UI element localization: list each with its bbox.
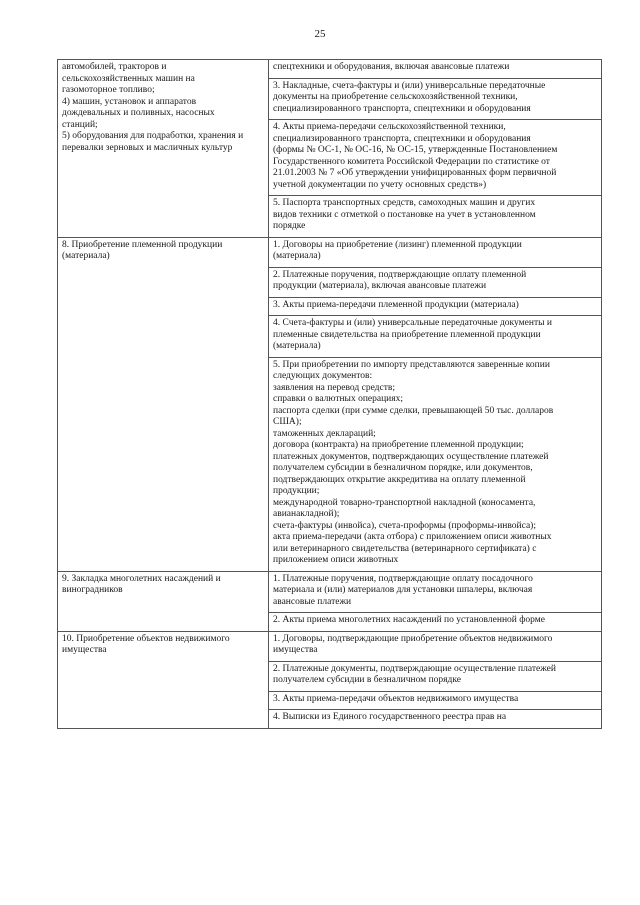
document-text-line: договора (контракта) на приобретение племенной продукции;	[273, 440, 524, 450]
document-text-line: 2. Акты приема многолетних насаждений по установленной форме	[273, 615, 545, 625]
table-row	[58, 237, 602, 267]
document-text-line: продукции;	[273, 486, 320, 496]
category-text-line: имущества	[62, 645, 107, 655]
category-text-line: 8. Приобретение племенной продукции	[62, 239, 223, 250]
document-text-line: материала и (или) материалов для установки шпалеры, включая	[273, 585, 533, 595]
document-text-line: получателем субсидии в безналичном порядке	[273, 675, 461, 685]
document-text-line: 3. Акты приема-передачи объектов недвижимого имущества	[273, 693, 519, 704]
document-text-line: 2. Платежные документы, подтверждающие осуществление платежей	[273, 663, 556, 674]
document-text-line: авианакладной);	[273, 509, 340, 519]
document-text-line: учетной документации по учету основных средств»)	[273, 179, 487, 190]
category-cell	[58, 631, 269, 728]
category-text-line: автомобилей, тракторов и	[62, 62, 167, 72]
document-text-line: племенные свидетельства на приобретение племенной продукции	[273, 329, 541, 340]
document-text-line: (материала)	[273, 251, 321, 261]
document-text-line: подтверждающих открытие аккредитива на оплату племенной	[273, 474, 526, 485]
document-text-line: США);	[273, 417, 302, 427]
document-text-line: авансовые платежи	[273, 596, 352, 607]
document-text-line: спецтехники и оборудования, включая авансовые платежи	[273, 62, 510, 72]
category-text-line: 9. Закладка многолетних насаждений и	[62, 573, 221, 584]
document-text-line: 2. Платежные поручения, подтверждающие оплату племенной	[273, 269, 527, 280]
document-text-line: (формы № ОС-1, № ОС-16, № ОС-15, утвержденные Постановлением	[273, 145, 558, 155]
document-text-line: 1. Платежные поручения, подтверждающие оплату посадочного	[273, 573, 533, 584]
document-text-line: 5. Паспорта транспортных средств, самоходных машин и других	[273, 198, 536, 208]
category-text-line: сельскохозяйственных машин на	[62, 73, 195, 84]
category-text-line: газомоторное топливо;	[62, 85, 155, 95]
document-text-line: счета-фактуры (инвойса), счета-проформы (проформы-инвойса);	[273, 520, 536, 531]
document-text-line: документы на приобретение сельскохозяйственной техники,	[273, 92, 518, 102]
document-cell	[269, 316, 602, 358]
document-cell	[269, 60, 602, 79]
document-cell	[269, 357, 602, 571]
document-text-line: 3. Накладные, счета-фактуры и (или) универсальные передаточные	[273, 80, 546, 91]
document-text-line: специализированного транспорта, спецтехники и оборудования	[273, 133, 531, 144]
category-text-line: дождевальных и поливных, насосных	[62, 108, 215, 118]
document-text-line: справки о валютных операциях;	[273, 394, 404, 404]
document-text-line: порядке	[273, 221, 306, 231]
document-cell	[269, 78, 602, 120]
document-text-line: 1. Договоры на приобретение (лизинг) племенной продукции	[273, 239, 522, 250]
document-text-line: 21.01.2003 № 7 «Об утверждении унифицированных форм первичной	[273, 168, 557, 178]
documents-table	[57, 59, 602, 729]
table-row	[58, 571, 602, 613]
category-cell	[58, 237, 269, 571]
document-cell	[269, 196, 602, 238]
document-cell	[269, 267, 602, 297]
category-text-line: 4) машин, установок и аппаратов	[62, 96, 197, 107]
document-text-line: 1. Договоры, подтверждающие приобретение объектов недвижимого	[273, 633, 553, 644]
document-text-line: получателем субсидии в безналичном порядке, или документов,	[273, 463, 533, 473]
document-cell	[269, 297, 602, 316]
document-text-line: акта приема-передачи (акта отбора) с приложением описи животных	[273, 532, 552, 542]
document-text-line: 3. Акты приема-передачи племенной продукции (материала)	[273, 299, 519, 310]
document-text-line: продукции (материала), включая авансовые платежи	[273, 281, 487, 291]
document-text-line: видов техники с отметкой о постановке на учет в установленном	[273, 209, 536, 220]
document-text-line: (материала)	[273, 341, 321, 351]
document-text-line: международной товарно-транспортной накладной (коносамента,	[273, 497, 536, 508]
document-text-line: заявления на перевод средств;	[273, 382, 396, 393]
category-cell	[58, 571, 269, 631]
document-text-line: паспорта сделки (при сумме сделки, превышающей 50 тыс. долларов	[273, 405, 554, 416]
category-cell	[58, 60, 269, 238]
document-text-line: Государственного комитета Российской Федерации по статистике от	[273, 156, 550, 167]
document-cell	[269, 631, 602, 661]
document-cell	[269, 691, 602, 710]
category-text-line: (материала)	[62, 251, 110, 261]
document-cell	[269, 120, 602, 196]
document-text-line: 5. При приобретении по импорту представляются заверенные копии	[273, 359, 550, 370]
document-text-line: или ветеринарного свидетельства (ветеринарного сертификата) с	[273, 543, 537, 554]
document-cell	[269, 613, 602, 632]
document-cell	[269, 661, 602, 691]
document-text-line: имущества	[273, 645, 318, 655]
category-text-line: станций;	[62, 119, 98, 130]
category-text-line: 10. Приобретение объектов недвижимого	[62, 633, 230, 644]
document-cell	[269, 571, 602, 613]
document-text-line: специализированного транспорта, спецтехники и оборудования	[273, 103, 531, 114]
table-row	[58, 60, 602, 79]
category-text-line: виноградников	[62, 585, 123, 595]
category-text-line: 5) оборудования для подработки, хранения и	[62, 131, 244, 141]
document-text-line: 4. Счета-фактуры и (или) универсальные передаточные документы и	[273, 318, 552, 328]
document-text-line: приложением описи животных	[273, 555, 399, 565]
document-text-line: следующих документов:	[273, 371, 373, 381]
document-cell	[269, 710, 602, 729]
document-cell	[269, 237, 602, 267]
category-text-line: перевалки зерновых и масличных культур	[62, 142, 233, 153]
document-text-line: 4. Акты приема-передачи сельскохозяйственной техники,	[273, 122, 506, 132]
page-number: 25	[314, 28, 326, 40]
table-row	[58, 631, 602, 661]
document-text-line: платежных документов, подтверждающих осуществление платежей	[273, 451, 549, 462]
document-text-line: таможенных деклараций;	[273, 428, 376, 439]
document-text-line: 4. Выписки из Единого государственного реестра прав на	[273, 712, 507, 722]
